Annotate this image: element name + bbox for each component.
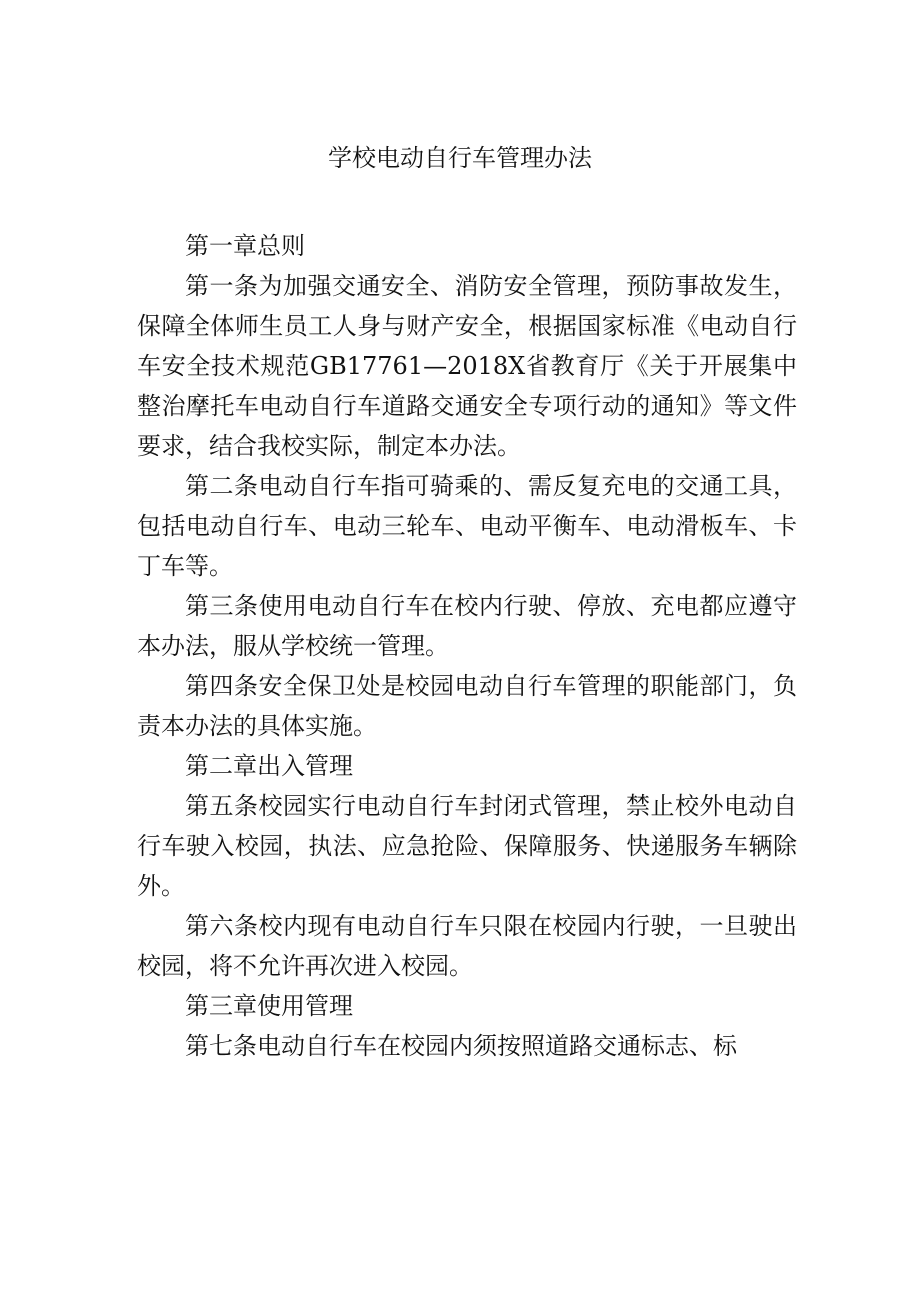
chapter-heading: 第一章总则 (185, 232, 305, 260)
article-paragraph: 第一条为加强交通安全、消防安全管理，预防事故发生，保障全体师生员工人身与财产安全，根据国家标准《电动自行车安全技术规范GB17761—2018X省教育厅《关于开展集中整治摩托车电动自行车道路交通安全专项行动的通知》等文件要求，结合我校实际，制定本办法。 (137, 272, 797, 460)
chapter-heading: 第三章使用管理 (185, 992, 353, 1020)
article-paragraph: 第三条使用电动自行车在校内行驶、停放、充电都应遵守本办法，服从学校统一管理。 (137, 592, 797, 660)
document-title: 学校电动自行车管理办法 (328, 144, 592, 172)
document-body (137, 226, 797, 1066)
article-paragraph: 第五条校园实行电动自行车封闭式管理，禁止校外电动自行车驶入校园，执法、应急抢险、保障服务、快递服务车辆除外。 (137, 792, 797, 900)
article-paragraph: 第四条安全保卫处是校园电动自行车管理的职能部门，负责本办法的具体实施。 (137, 672, 797, 740)
article-paragraph: 第六条校内现有电动自行车只限在校园内行驶，一旦驶出校园，将不允许再次进入校园。 (137, 912, 797, 980)
chapter-heading: 第二章出入管理 (185, 752, 353, 780)
article-paragraph: 第二条电动自行车指可骑乘的、需反复充电的交通工具，包括电动自行车、电动三轮车、电动平衡车、电动滑板车、卡丁车等。 (137, 472, 797, 580)
article-paragraph: 第七条电动自行车在校园内须按照道路交通标志、标 (185, 1032, 737, 1060)
